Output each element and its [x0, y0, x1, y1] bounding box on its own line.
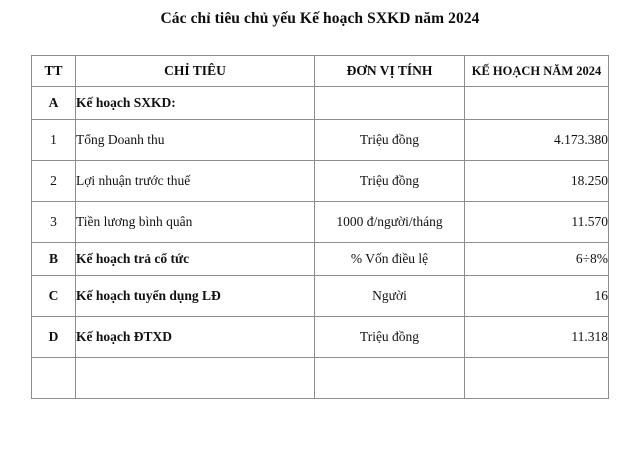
cell-plan: [465, 87, 609, 120]
table-row: [32, 87, 609, 120]
cell-plan: 16: [465, 276, 609, 317]
cell-plan: 18.250: [465, 161, 609, 202]
cell-unit: Người: [315, 276, 465, 317]
cell-unit: Triệu đồng: [315, 120, 465, 161]
cell-tt: 3: [32, 202, 76, 243]
cell-tt: [32, 358, 76, 399]
cell-unit: Triệu đồng: [315, 161, 465, 202]
table-row: [32, 276, 609, 317]
table-row: [32, 358, 609, 399]
cell-unit: [315, 87, 465, 120]
table-header-row: [32, 56, 609, 87]
cell-indicator: Kế hoạch ĐTXD: [76, 317, 315, 358]
table-row: [32, 161, 609, 202]
table-body: [32, 87, 609, 399]
kpi-table-container: [31, 55, 608, 399]
cell-indicator: Kế hoạch SXKD:: [76, 87, 315, 120]
cell-indicator: Tổng Doanh thu: [76, 120, 315, 161]
cell-indicator: Kế hoạch tuyển dụng LĐ: [76, 276, 315, 317]
cell-indicator: Kế hoạch trả cổ tức: [76, 243, 315, 276]
cell-tt: C: [32, 276, 76, 317]
cell-tt: A: [32, 87, 76, 120]
cell-plan: 6÷8%: [465, 243, 609, 276]
table-row: [32, 317, 609, 358]
cell-plan: 11.570: [465, 202, 609, 243]
column-header-tt: TT: [32, 56, 76, 87]
kpi-table: [31, 55, 609, 399]
table-header: [32, 56, 609, 87]
cell-unit: Triệu đồng: [315, 317, 465, 358]
cell-unit: % Vốn điều lệ: [315, 243, 465, 276]
cell-tt: D: [32, 317, 76, 358]
cell-tt: B: [32, 243, 76, 276]
table-row: [32, 202, 609, 243]
column-header-indicator: CHỈ TIÊU: [76, 56, 315, 87]
column-header-unit: ĐƠN VỊ TÍNH: [315, 56, 465, 87]
cell-unit: 1000 đ/người/tháng: [315, 202, 465, 243]
cell-indicator: Tiền lương bình quân: [76, 202, 315, 243]
cell-tt: 1: [32, 120, 76, 161]
cell-plan: 11.318: [465, 317, 609, 358]
cell-plan: [465, 358, 609, 399]
table-row: [32, 120, 609, 161]
cell-plan: 4.173.380: [465, 120, 609, 161]
cell-indicator: Lợi nhuận trước thuế: [76, 161, 315, 202]
cell-indicator: [76, 358, 315, 399]
table-row: [32, 243, 609, 276]
cell-unit: [315, 358, 465, 399]
page-title: Các chỉ tiêu chủ yếu Kế hoạch SXKD năm 2024: [160, 10, 480, 27]
cell-tt: 2: [32, 161, 76, 202]
column-header-plan: KẾ HOẠCH NĂM 2024: [465, 56, 609, 87]
